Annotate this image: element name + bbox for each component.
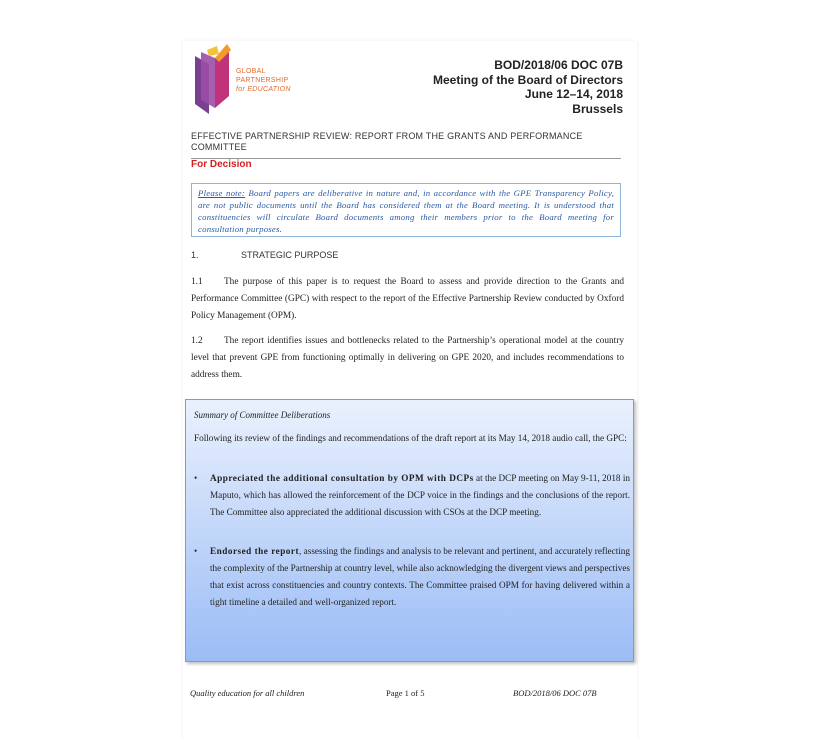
section-heading	[191, 250, 338, 260]
document-title: EFFECTIVE PARTNERSHIP REVIEW: REPORT FROM THE GRANTS AND PERFORMANCE COMMITTEE	[191, 131, 583, 152]
paragraph-1-2	[191, 333, 624, 384]
section-number: 1.	[191, 250, 199, 260]
bullet-bold: Endorsed the report	[210, 546, 300, 556]
bullet-bold: Appreciated the additional consultation by OPM with DCPs	[210, 473, 474, 483]
meeting-dates: June 12–14, 2018	[524, 87, 623, 101]
note-box	[191, 183, 621, 237]
paragraph-text: The report identifies issues and bottlenecks related to the Partnership’s operational model at the country level that prevent GPE from functioning optimally in delivering on GPE 2020, and includes recommendations to address them.	[191, 336, 624, 380]
summary-bullet-2	[194, 543, 630, 611]
paragraph-text: The purpose of this paper is to request the Board to assess and provide direction to the Grants and Performance Committee (GPC) with respect to the report of the Effective Partnership Review conducted by Oxford Policy Management (OPM).	[191, 277, 624, 321]
gpe-logo-icon	[191, 44, 233, 116]
paragraph-number: 1.1	[191, 277, 203, 287]
decision-label: For Decision	[191, 159, 252, 170]
doc-id: BOD/2018/06 DOC 07B	[494, 58, 623, 72]
bullet-dot: •	[194, 546, 198, 556]
note-lead: Please note:	[198, 188, 246, 198]
section-title: STRATEGIC PURPOSE	[241, 250, 339, 260]
footer-page-number: Page 1 of 5	[386, 688, 425, 698]
summary-intro: Following its review of the findings and recommendations of the draft report at its May 14, 2018 audio call, the GPC:	[194, 433, 627, 443]
summary-bullet-1	[194, 470, 630, 521]
bullet-content	[210, 470, 630, 521]
summary-box	[185, 399, 634, 662]
title-divider	[191, 158, 621, 159]
document-page	[183, 41, 637, 739]
org-line-2: PARTNERSHIP	[236, 77, 289, 84]
bullet-dot: •	[194, 473, 198, 483]
org-name	[236, 67, 291, 94]
summary-title: Summary of Committee Deliberations	[194, 410, 331, 420]
paragraph-number: 1.2	[191, 336, 203, 346]
org-line-3: for EDUCATION	[236, 86, 291, 93]
bullet-text: , assessing the findings and analysis to be relevant and pertinent, and accurately reflecting the complexity of the Partnership at country level, while also acknowledging the divergent views and perspectives that exist across constituencies and country contexts. The Committee praised OPM for having delivered within a tight timeline a detailed and well-organized report.	[210, 546, 630, 607]
bullet-text: at the DCP meeting on May 9-11, 2018 in Maputo, which has allowed the reinforcement of the DCP voice in the findings and the conclusions of the report. The Committee also appreciated the additional discussion with CSOs at the DCP meeting.	[210, 473, 631, 517]
bullet-content	[210, 543, 630, 611]
document-header	[433, 58, 623, 116]
note-text: Board papers are deliberative in nature and, in accordance with the GPE Transparency Policy, are not public documents until the Board has considered them at the Board meeting. It is understood that constituencies will circulate Board documents among their members prior to the Board meeting for consultation purposes.	[198, 188, 614, 234]
meeting-name: Meeting of the Board of Directors	[432, 72, 623, 87]
org-line-1: GLOBAL	[236, 68, 266, 75]
footer-doc-id: BOD/2018/06 DOC 07B	[513, 688, 597, 698]
meeting-city: Brussels	[572, 101, 623, 116]
footer-tagline: Quality education for all children	[190, 688, 305, 698]
paragraph-1-1	[191, 274, 624, 325]
